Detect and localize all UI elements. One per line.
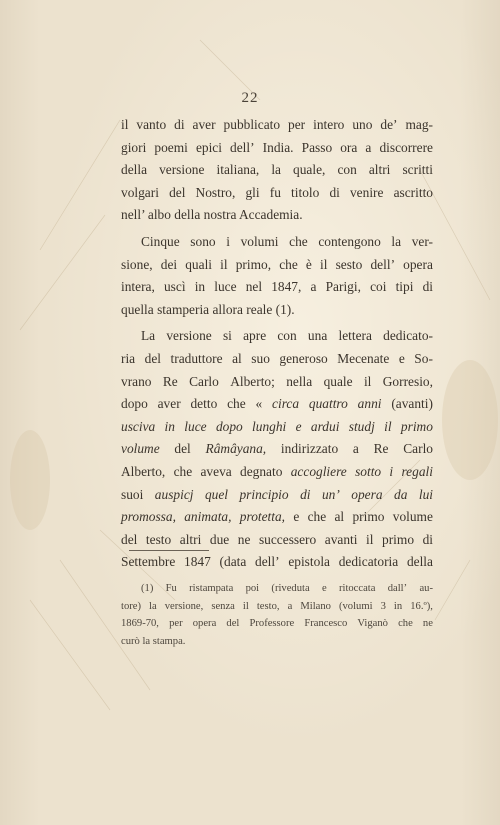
text-line: dopo aver detto che « circa quattro anni (avanti) [121, 396, 433, 412]
text-line: il vanto di aver pubblicato per intero uno de’ mag- [121, 117, 433, 132]
text-line: suoi auspicj quel principio di un’ opera da lui [121, 486, 433, 502]
text-line: del testo altri due ne successero avanti il primo di [121, 531, 433, 547]
text-line: promossa, animata, protetta, e che al primo volume [121, 509, 433, 525]
text-line: Settembre 1847 (data dell’ epistola dedicatoria della [121, 554, 433, 570]
text-line: giori poemi epici dell’ India. Passo ora a discorrere [121, 139, 433, 155]
page-number: 22 [241, 90, 259, 106]
text-line: Cinque sono i volumi che contengono la ver- [141, 233, 433, 249]
text-line: La versione si apre con una lettera dedicato- [141, 328, 433, 344]
footnote-line: (1) Fu ristampata poi (riveduta e ritoccata dall’ au- [141, 583, 433, 594]
text-line: intera, uscì in luce nel 1847, a Parigi, coi tipi di [121, 279, 433, 295]
main-text [121, 114, 433, 574]
footnote-line: 1869-70, per opera del Professore Francesco Viganò che ne [121, 618, 433, 630]
text-line: della versione italiana, la quale, con altri scritti [121, 162, 433, 178]
text-line: Alberto, che aveva degnato accogliere sotto i regali [121, 463, 433, 479]
text-line: volgari del Nostro, gli fu titolo di venire ascritto [121, 184, 433, 200]
text-line: vrano Re Carlo Alberto; nella quale il Gorresio, [121, 373, 433, 389]
footnote-line: tore) la versione, senza il testo, a Milano (volumi 3 in 16.º), [121, 600, 433, 612]
text-line: volume del Râmâyana, indirizzato a Re Carlo [121, 441, 433, 457]
footnote [121, 580, 433, 650]
text-line: usciva in luce dopo lunghi e ardui studj il primo [121, 418, 433, 434]
text-line: quella stamperia allora reale (1). [121, 301, 295, 317]
text-line: sione, dei quali il primo, che è il sesto dell’ opera [121, 256, 433, 272]
footnote-divider [129, 550, 209, 551]
footnote-line: curò la stampa. [121, 635, 186, 647]
text-line: ria del traduttore al suo generoso Mecenate e So- [121, 350, 433, 366]
text-line: nell’ albo della nostra Accademia. [121, 207, 303, 223]
